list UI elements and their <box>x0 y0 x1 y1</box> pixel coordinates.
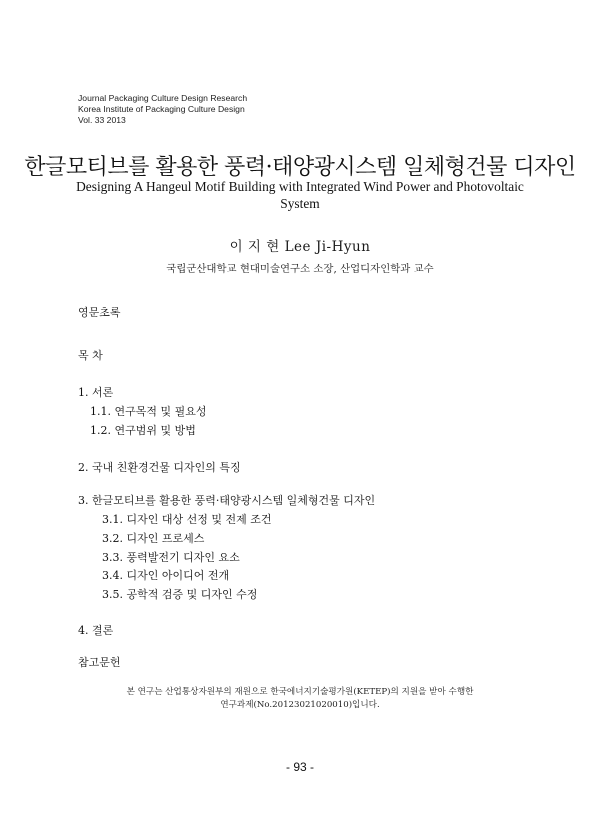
toc-section-1-1: 1.1. 연구목적 및 필요성 <box>90 405 207 418</box>
journal-header <box>78 93 247 126</box>
toc-section-3-5: 3.5. 공학적 검증 및 디자인 수정 <box>102 588 258 601</box>
toc-section-3-3: 3.3. 풍력발전기 디자인 요소 <box>102 551 240 564</box>
toc-section-2: 2. 국내 친환경건물 디자인의 특징 <box>78 461 241 474</box>
toc-references: 참고문헌 <box>78 656 121 669</box>
journal-volume: Vol. 33 2013 <box>78 115 126 125</box>
toc-section-3: 3. 한글모티브를 활용한 풍력·태양광시스템 일체형건물 디자인 <box>78 494 376 507</box>
journal-name: Journal Packaging Culture Design Research <box>78 93 248 103</box>
funding-note-line1: 본 연구는 산업통상자원부의 재원으로 한국에너지기술평가원(KETEP)의 지원을 받아 수행한 <box>126 687 474 697</box>
toc-section-3-1: 3.1. 디자인 대상 선정 및 전제 조건 <box>102 513 272 526</box>
toc-section-4: 4. 결론 <box>78 624 114 637</box>
toc-abstract: 영문초록 <box>78 306 121 319</box>
funding-note <box>0 686 600 712</box>
paper-title-english <box>0 178 600 212</box>
toc-section-3-2: 3.2. 디자인 프로세스 <box>102 532 205 545</box>
title-english-line1: Designing A Hangeul Motif Building with Integrated Wind Power and Photovoltaic <box>76 179 524 194</box>
title-english-line2: System <box>280 196 320 211</box>
page-number: - 93 - <box>285 760 314 774</box>
author-affiliation: 국립군산대학교 현대미술연구소 소장, 산업디자인학과 교수 <box>166 263 434 275</box>
funding-note-line2: 연구과제(No.20123021020010)입니다. <box>220 700 380 710</box>
toc-section-1-2: 1.2. 연구범위 및 방법 <box>90 424 196 437</box>
toc-section-3-4: 3.4. 디자인 아이디어 전개 <box>102 569 230 582</box>
toc-heading: 목 차 <box>78 349 103 362</box>
author-name: 이 지 현 Lee Ji-Hyun <box>229 239 371 255</box>
toc-section-1: 1. 서론 <box>78 386 114 399</box>
paper-title-korean: 한글모티브를 활용한 풍력·태양광시스템 일체형건물 디자인 <box>24 155 576 180</box>
journal-publisher: Korea Institute of Packaging Culture Design <box>78 104 245 114</box>
